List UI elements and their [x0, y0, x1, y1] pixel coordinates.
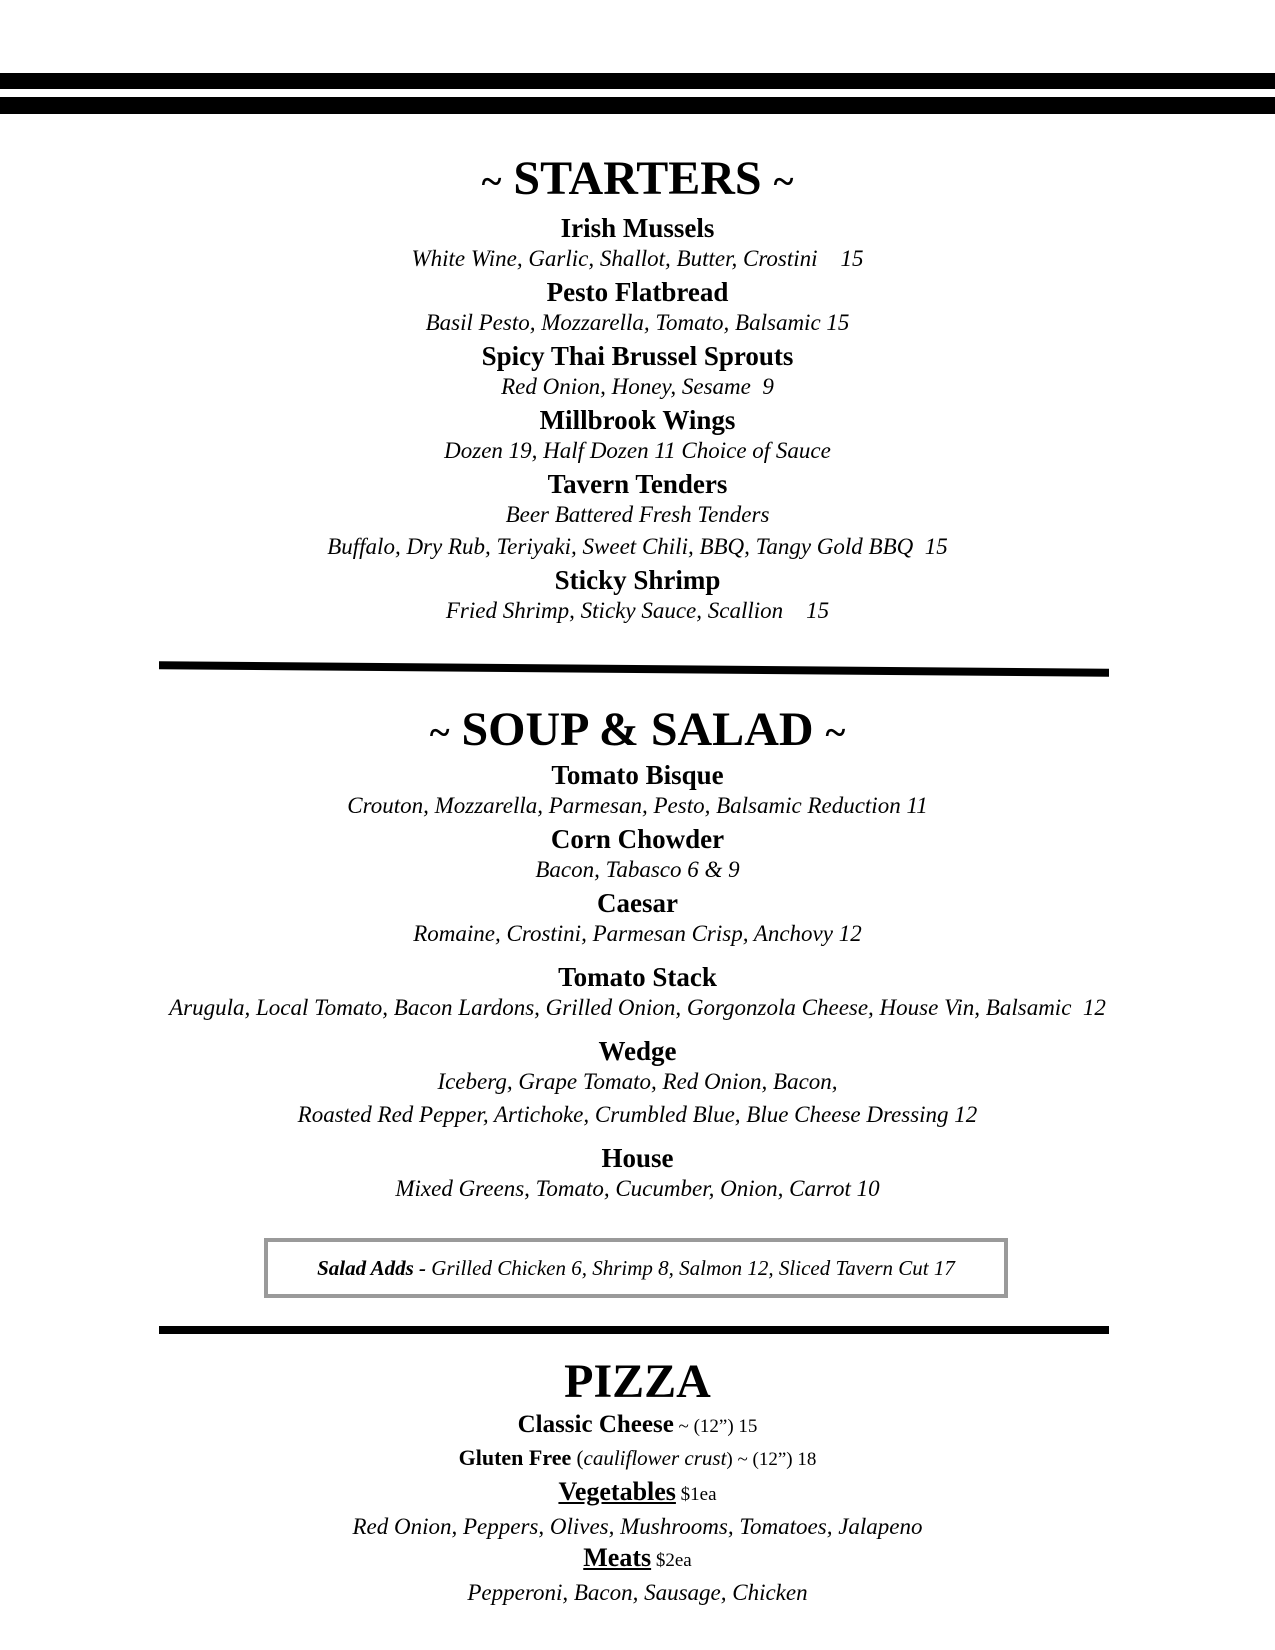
- pizza-gf-size: ) ~ (12”) 18: [726, 1449, 817, 1470]
- pizza-gluten-free-line: [0, 1443, 1275, 1475]
- pizza-gf-crust: cauliflower crust: [583, 1446, 727, 1470]
- salad-adds-box: [264, 1238, 1008, 1298]
- menu-item-description: Buffalo, Dry Rub, Teriyaki, Sweet Chili, BBQ, Tangy Gold BBQ 15: [327, 534, 948, 559]
- menu-item-description: Beer Battered Fresh Tenders: [505, 502, 770, 527]
- menu-item-name: Millbrook Wings: [539, 405, 736, 435]
- menu-item-description: Bacon, Tabasco 6 & 9: [535, 857, 740, 882]
- menu-item-description: Arugula, Local Tomato, Bacon Lardons, Grilled Onion, Gorgonzola Cheese, House Vin, Balsamic 12: [169, 995, 1106, 1020]
- menu-item-name: Pesto Flatbread: [546, 277, 729, 307]
- heading-tilde-right: ~: [825, 712, 846, 754]
- salad-adds-text: Grilled Chicken 6, Shrimp 8, Salmon 12, Sliced Tavern Cut 17: [426, 1255, 955, 1280]
- menu-item-name: Sticky Shrimp: [554, 565, 721, 595]
- starters-title: STARTERS: [513, 152, 762, 205]
- pizza-gf-open: (: [571, 1446, 584, 1470]
- menu-item-name: Tomato Stack: [558, 962, 717, 992]
- menu-item-description: Crouton, Mozzarella, Parmesan, Pesto, Balsamic Reduction 11: [347, 793, 928, 818]
- menu-item-description: Fried Shrimp, Sticky Sauce, Scallion 15: [445, 598, 830, 623]
- pizza-gf-name: Gluten Free: [458, 1445, 572, 1470]
- pizza-meats-heading: [0, 1541, 1275, 1578]
- menu-item-name: Tavern Tenders: [547, 469, 728, 499]
- header-stripe-top: [0, 73, 1275, 89]
- pizza-title: PIZZA: [564, 1355, 711, 1408]
- meats-label: Meats: [583, 1543, 652, 1572]
- menu-item-name: Wedge: [598, 1036, 677, 1066]
- menu-item-description: Basil Pesto, Mozzarella, Tomato, Balsamic 15: [425, 310, 850, 335]
- meats-list: Pepperoni, Bacon, Sausage, Chicken: [467, 1580, 808, 1605]
- menu-item-name: Caesar: [597, 888, 678, 918]
- menu-item-description: Iceberg, Grape Tomato, Red Onion, Bacon,: [437, 1069, 838, 1094]
- menu-item-description: Dozen 19, Half Dozen 11 Choice of Sauce: [444, 438, 831, 463]
- pizza-classic-line: [0, 1409, 1275, 1443]
- meats-price: $2ea: [651, 1550, 692, 1571]
- menu-item-description: Mixed Greens, Tomato, Cucumber, Onion, Carrot 10: [395, 1176, 880, 1201]
- heading-tilde-left: ~: [429, 712, 450, 754]
- menu-item-description: White Wine, Garlic, Shallot, Butter, Crostini 15: [411, 246, 864, 271]
- starters-heading: [0, 152, 1275, 209]
- pizza-section: [0, 1355, 1275, 1607]
- heading-tilde-right: ~: [773, 161, 794, 203]
- soup-salad-title: SOUP & SALAD: [461, 703, 814, 756]
- soup-salad-section: [0, 703, 1275, 1203]
- menu-item-description: Roasted Red Pepper, Artichoke, Crumbled Blue, Blue Cheese Dressing 12: [297, 1102, 978, 1127]
- menu-item-name: House: [601, 1143, 674, 1173]
- pizza-classic-name: Classic Cheese: [517, 1411, 674, 1438]
- header-stripe-bottom: [0, 97, 1275, 114]
- menu-item-description: Romaine, Crostini, Parmesan Crisp, Anchovy 12: [413, 921, 862, 946]
- salad-adds-label: Salad Adds -: [317, 1255, 427, 1280]
- vegetables-label: Vegetables: [558, 1477, 676, 1506]
- soup-salad-heading: [0, 703, 1275, 760]
- starters-section: [0, 152, 1275, 625]
- pizza-classic-size: ~ (12”) 15: [673, 1416, 758, 1437]
- section-divider: [159, 1326, 1109, 1334]
- menu-item-name: Irish Mussels: [560, 213, 715, 243]
- section-divider: [159, 661, 1109, 676]
- menu-item-name: Corn Chowder: [550, 824, 725, 854]
- vegetables-list: Red Onion, Peppers, Olives, Mushrooms, Tomatoes, Jalapeno: [352, 1514, 923, 1539]
- menu-item-description: Red Onion, Honey, Sesame 9: [501, 374, 774, 399]
- heading-tilde-left: ~: [481, 161, 502, 203]
- vegetables-price: $1ea: [675, 1484, 717, 1505]
- menu-item-name: Spicy Thai Brussel Sprouts: [481, 341, 794, 371]
- menu-item-name: Tomato Bisque: [551, 760, 724, 790]
- pizza-vegetables-heading: [0, 1475, 1275, 1512]
